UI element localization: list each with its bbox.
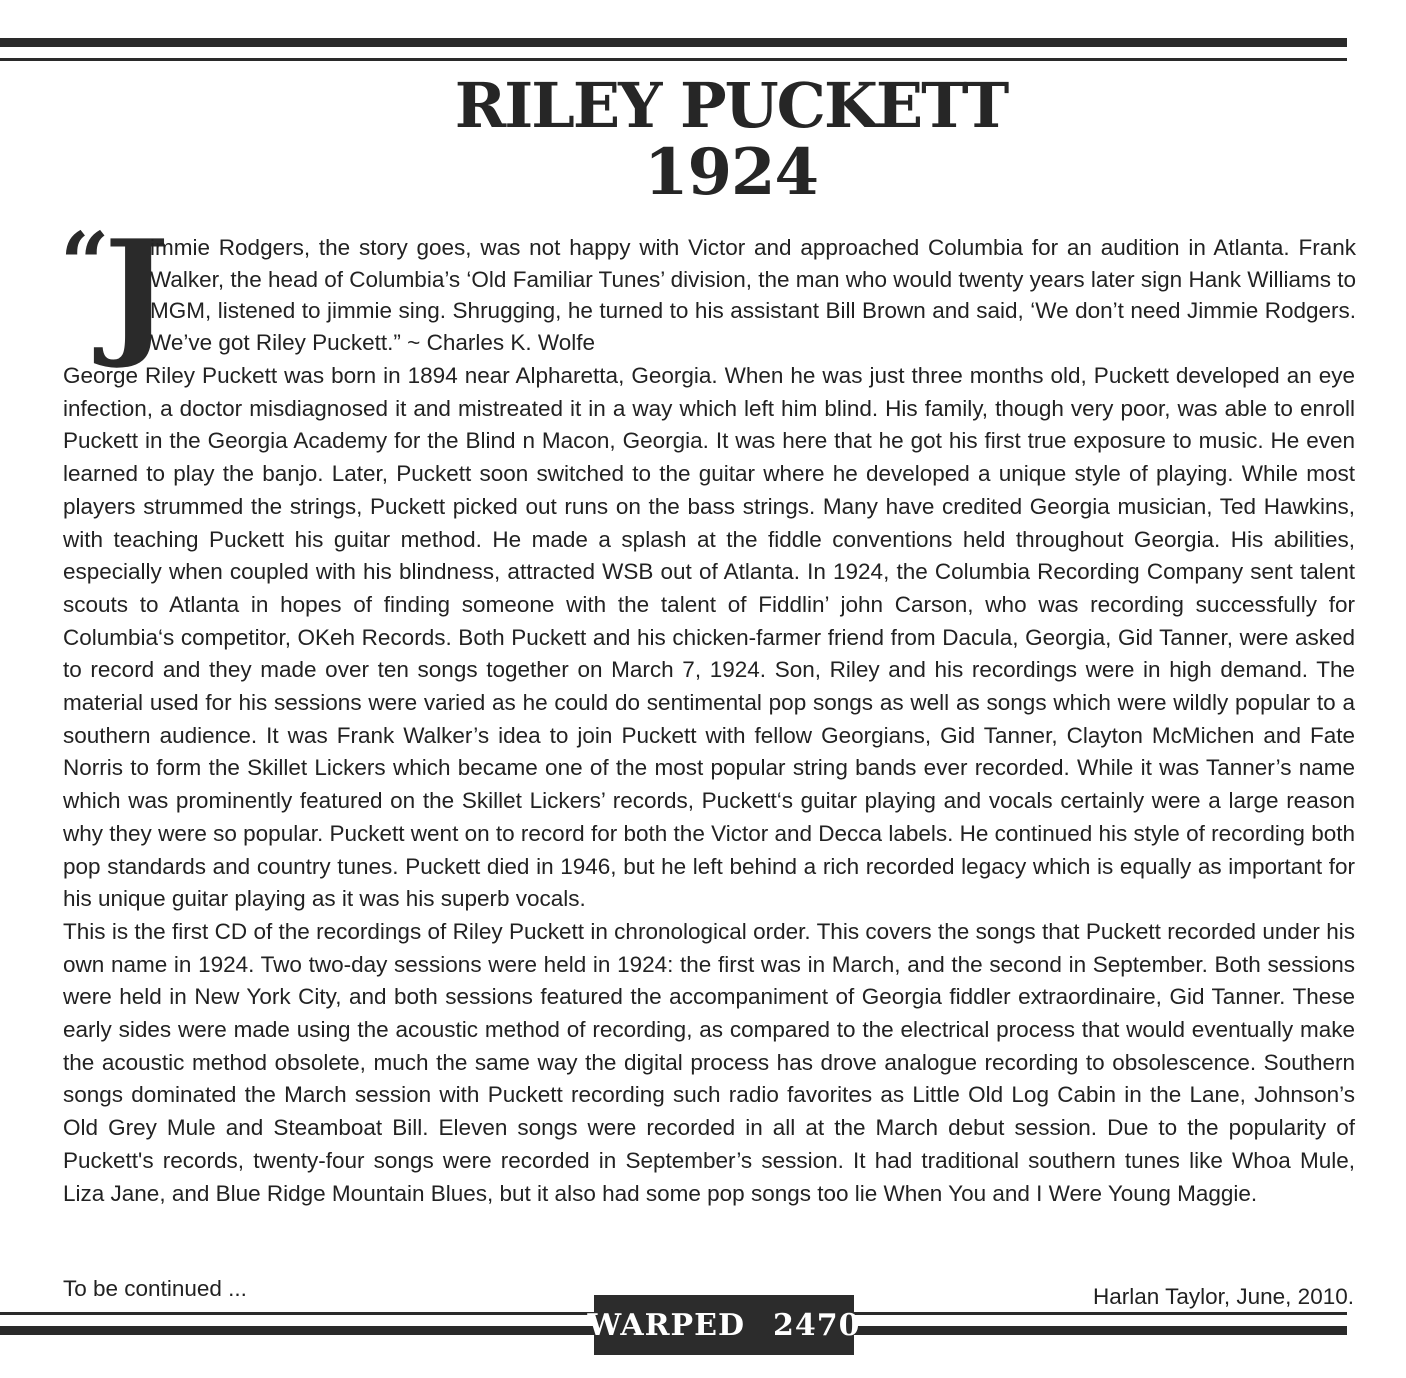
epigraph-quote: immie Rodgers, the story goes, was not happy with Victor and approached Columbia for an audition in Atlanta. Frank Walker, the head of Columbia’s ‘Old Familiar Tunes’ division, the man who would twenty years later sign Hank Williams to MGM, listened to jimmie sing. Shrugging, he turned to his assistant Bill Brown and said, ‘We don’t need Jimmie Rodgers. We’ve got Riley Puckett.” ~ Charles K. Wolfe [150,235,1356,355]
open-quote-mark: “ [60,214,106,315]
drop-cap: J [104,209,170,372]
top-rule-thin [0,58,1347,61]
page-title: RILEY PUCKETT [454,69,1008,142]
to-be-continued: To be continued ... [63,1276,247,1301]
paragraph-biography: George Riley Puckett was born in 1894 near Alpharetta, Georgia. When he was just three months old, Puckett developed an eye infection, a doctor misdiagnosed it and mistreated it in a way which left him blind. His family, though very poor, was able to enroll Puckett in the Georgia Academy for the Blind n Macon, Georgia. It was here that he got his first true exposure to music. He even learned to play the banjo. Later, Puckett soon switched to the guitar where he developed a unique style of playing. While most players strummed the strings, Puckett picked out runs on the bass strings. Many have credited Georgia musician, Ted Hawkins, with teaching Puckett his guitar method. He made a splash at the fiddle conventions held throughout Georgia. His abilities, especially when coupled with his blindness, attracted WSB out of Atlanta. In 1924, the Columbia Recording Company sent talent scouts to Atlanta in hopes of finding someone with the talent of Fiddlin’ john Carson, who was recording successfully for Columbia‘s competitor, OKeh Records. Both Puckett and his chicken-farmer friend from Dacula, Georgia, Gid Tanner, were asked to record and they made over ten songs together on March 7, 1924. Son, Riley and his recordings were in high demand. The material used for his sessions were varied as he could do sentimental pop songs as well as songs which were wildly popular to a southern audience. It was Frank Walker’s idea to join Puckett with fellow Georgians, Gid Tanner, Clayton McMichen and Fate Norris to form the Skillet Lickers which became one of the most popular string bands ever recorded. While it was Tanner’s name which was prominently featured on the Skillet Lickers’ records, Puckett‘s guitar playing and vocals certainly were a large reason why they were so popular. Puckett went on to record for both the Victor and Decca labels. He continued his style of recording both pop standards and country tunes. Puckett died in 1946, but he left behind a rich recorded legacy which is equally as important for his unique guitar playing as it was his superb vocals. [63,363,1355,912]
catalog-badge [587,1295,861,1355]
catalog-number: 2470 [772,1307,861,1343]
top-rule-thick [0,38,1347,47]
label-name: WARPED [587,1307,745,1343]
article-body [63,360,1355,1210]
paragraph-cd-notes: This is the first CD of the recordings of Riley Puckett in chronological order. This covers the songs that Puckett recorded under his own name in 1924. Two two-day sessions were held in 1924: the first was in March, and the second in September. Both sessions were held in New York City, and both sessions featured the accompaniment of Georgia fiddler extraordinaire, Gid Tanner. These early sides were made using the acoustic method of recording, as compared to the electrical process that would eventually make the acoustic method obsolete, much the same way the digital process has drove analogue recording to obsolescence. Southern songs dominated the March session with Puckett recording such radio favorites as Little Old Log Cabin in the Lane, Johnson’s Old Grey Mule and Steamboat Bill. Eleven songs were recorded in all at the March debut session. Due to the popularity of Puckett's records, twenty-four songs were recorded in September’s session. It had traditional southern tunes like Whoa Mule, Liza Jane, and Blue Ridge Mountain Blues, but it also had some pop songs too lie When You and I Were Young Maggie. [63,918,1355,1206]
author-signature: Harlan Taylor, June, 2010. [1092,1284,1354,1309]
page-year: 1924 [643,135,819,210]
title-block [0,69,1406,210]
